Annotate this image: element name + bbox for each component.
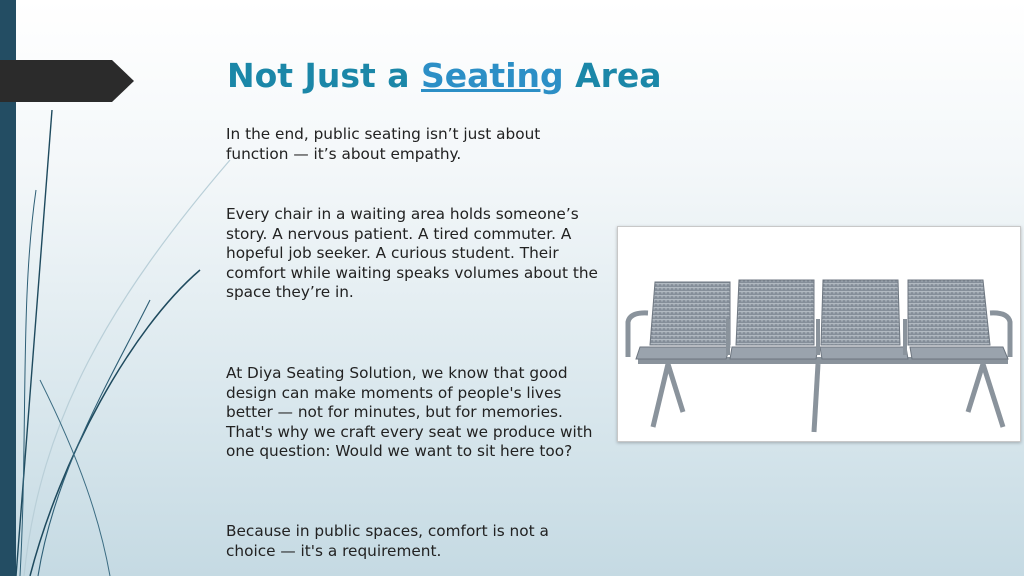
- title-tab-arrow: [0, 60, 134, 102]
- bench-photo-frame: [617, 226, 1021, 442]
- title-suffix: Area: [563, 56, 662, 95]
- slide-title: [227, 56, 662, 95]
- waiting-bench-image: [618, 227, 1020, 441]
- seating-link[interactable]: Seating: [421, 56, 564, 95]
- paragraph-story: Every chair in a waiting area holds someone’s story. A nervous patient. A tired commuter. A hopeful job seeker. A curious student. Their comfort while waiting speaks volumes about the space they’re in.: [226, 205, 598, 302]
- paragraph-diya: At Diya Seating Solution, we know that good design can make moments of people's lives better — not for minutes, but for memories. That's why we craft every seat we produce with one question: Would we want to sit here too?: [226, 364, 593, 461]
- paragraph-empathy: In the end, public seating isn’t just about function — it’s about empathy.: [226, 125, 541, 163]
- paragraph-requirement: Because in public spaces, comfort is not a choice — it's a requirement.: [226, 522, 549, 560]
- title-prefix: Not Just a: [227, 56, 421, 95]
